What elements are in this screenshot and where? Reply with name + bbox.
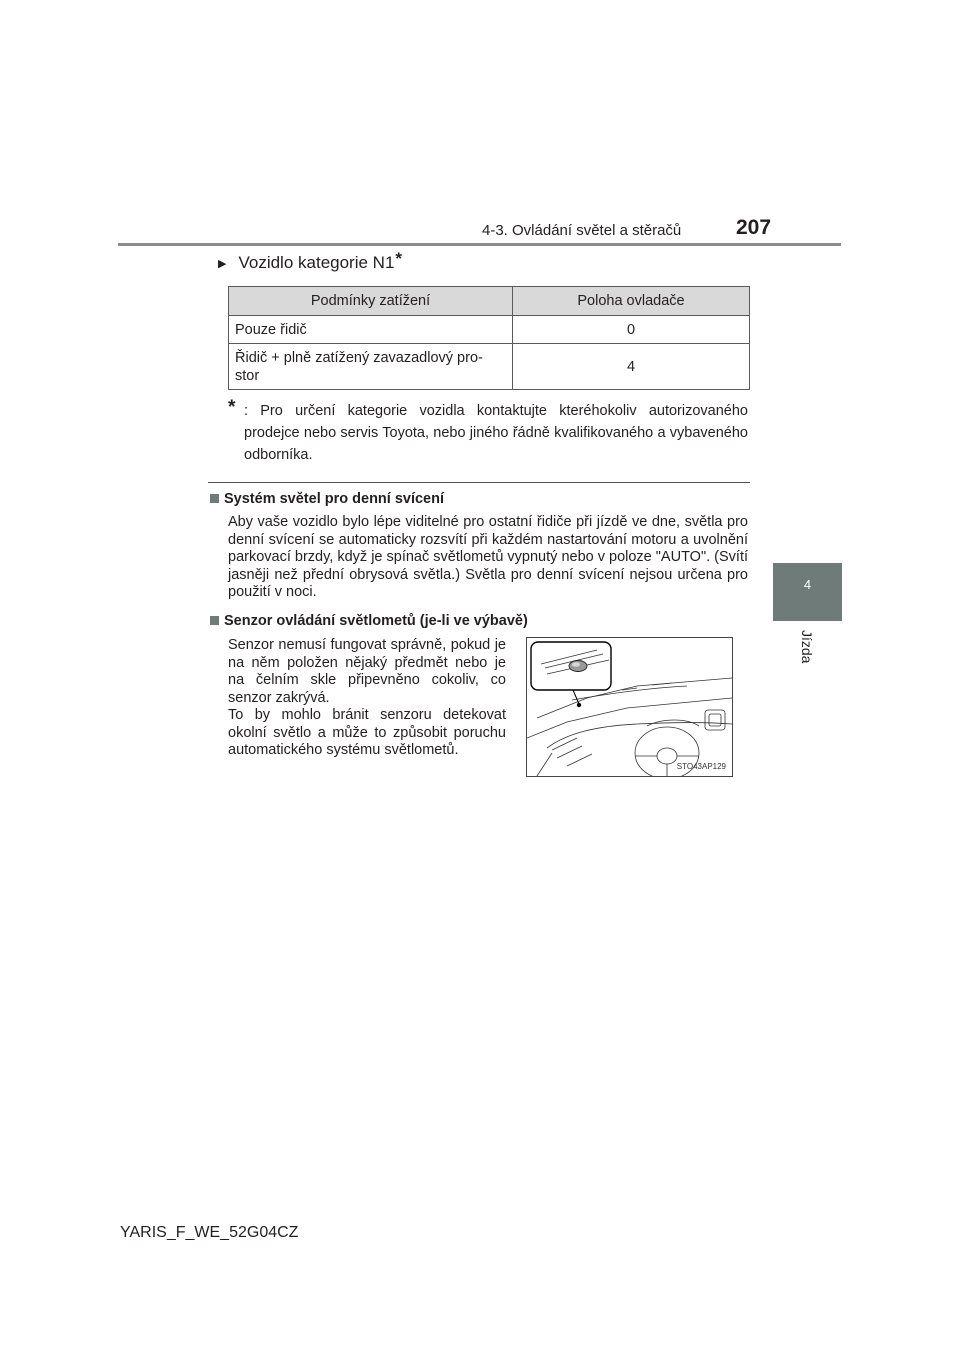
square-bullet-icon: [210, 494, 219, 503]
table-row: [229, 316, 750, 344]
drl-heading: [210, 491, 444, 507]
table-cell-condition-line: Řidič + plně zatížený zavazadlový pro-: [235, 350, 483, 366]
footnote-mark: *: [395, 249, 403, 268]
section-title: 4-3. Ovládání světel a stěračů: [482, 222, 682, 239]
sensor-heading: [210, 613, 528, 629]
figure-code: STO43AP129: [676, 762, 726, 771]
chapter-tab-label-text: Jízda: [799, 630, 815, 664]
header-rule: [118, 243, 841, 246]
table-cell-condition: [229, 344, 513, 390]
table-cell-condition: Pouze řidič: [229, 316, 513, 344]
vehicle-category-label: Vozidlo kategorie N1: [238, 253, 395, 272]
document-code: YARIS_F_WE_52G04CZ: [120, 1224, 299, 1241]
drl-heading-text: Systém světel pro denní svícení: [224, 491, 445, 507]
table-cell-condition-line: stor: [235, 368, 260, 384]
sensor-body: Senzor nemusí fungovat správně, pokud je na něm položen nějaký předmět nebo je na čelním skle připevněno cokoliv, co senzor zakrývá. To by mohlo bránit senzoru detekovat okolní světlo a může to způsobit poruchu automatického systému světlometů.: [228, 637, 506, 758]
vehicle-category-heading: [218, 249, 403, 273]
sensor-location-figure: [526, 637, 733, 777]
table-cell-position: 0: [513, 316, 750, 344]
triangle-bullet-icon: ▶: [218, 258, 227, 270]
footnote-text: : Pro určení kategorie vozidla kontaktujte kteréhokoliv autorizovaného prodejce nebo servis Toyota, nebo jiného řádně kvalifikovaného a vybaveného odborníka.: [244, 403, 748, 463]
footnote: [228, 397, 748, 466]
drl-body: Aby vaše vozidlo bylo lépe viditelné pro ostatní řidiče při jízdě ve dne, světla pro denní svícení se automaticky rozsvítí při každém nastartování motoru a uvolnění parkovací brzdy, když je spínač světlometů vypnutý nebo v poloze "AUTO". (Svítí jasněji než přední obrysová světla.) Světla pro denní svícení nejsou určena pro použití v noci.: [228, 514, 748, 600]
chapter-tab-number: 4: [803, 577, 812, 592]
square-bullet-icon: [210, 616, 219, 625]
table-header: Podmínky zatížení: [229, 287, 513, 316]
dashboard-illustration: [527, 638, 732, 776]
sensor-heading-text: Senzor ovládání světlometů (je-li ve výbavě): [224, 613, 528, 629]
load-condition-table: [228, 286, 750, 390]
page-number: 207: [736, 216, 772, 239]
section-divider: [208, 482, 750, 483]
table-cell-position: 4: [513, 344, 750, 390]
chapter-tab: [773, 563, 842, 621]
footnote-star: *: [228, 397, 236, 418]
table-row: [229, 344, 750, 390]
chapter-tab-label: [793, 622, 823, 677]
table-header: Poloha ovladače: [513, 287, 750, 316]
